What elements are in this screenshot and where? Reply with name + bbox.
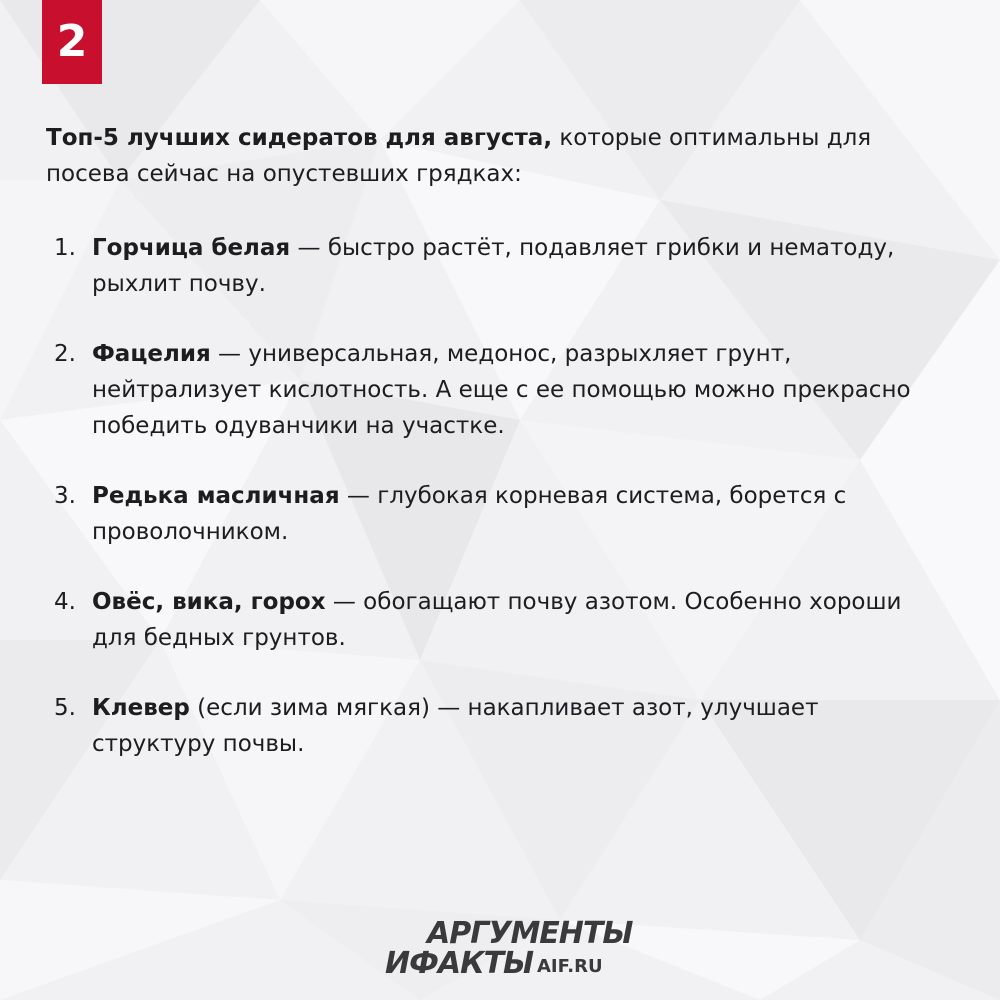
item-number: 4. xyxy=(54,589,76,615)
logo-site: AIF.RU xyxy=(537,956,603,977)
logo-line-2: ИФАКТЫ xyxy=(385,946,534,981)
list-item xyxy=(46,478,946,550)
list-item xyxy=(46,584,946,656)
intro-paragraph xyxy=(46,120,946,192)
intro-rest: которые оптимальны для посева сейчас на опустевших грядках: xyxy=(46,125,872,187)
slide-number-badge: 2 xyxy=(42,0,102,84)
item-title: Фацелия xyxy=(92,341,211,367)
item-title: Редька масличная xyxy=(92,483,340,509)
item-title: Горчица белая xyxy=(92,235,291,261)
item-text: (если зима мягкая) — накапливает азот, улучшает структуру почвы. xyxy=(92,695,819,757)
list-item xyxy=(46,230,946,302)
item-number: 1. xyxy=(54,235,76,261)
item-number: 3. xyxy=(54,483,76,509)
item-text: — обогащают почву азотом. Особенно хороши для бедных грунтов. xyxy=(92,589,902,651)
list-item xyxy=(46,690,946,762)
item-title: Клевер xyxy=(92,695,190,721)
intro-bold: Топ-5 лучших сидератов для августа, xyxy=(46,125,553,151)
item-text: — быстро растёт, подавляет грибки и нематоду, рыхлит почву. xyxy=(92,235,895,297)
item-title: Овёс, вика, горох xyxy=(92,589,326,615)
logo-line-1: АРГУМЕНТЫ xyxy=(427,916,633,951)
siderates-list xyxy=(46,230,946,796)
aif-logo xyxy=(385,918,635,980)
item-text: — универсальная, медонос, разрыхляет грунт, нейтрализует кислотность. А еще с ее помощью можно прекрасно победить одуванчики на участке. xyxy=(92,341,911,439)
item-number: 2. xyxy=(54,341,76,367)
list-item xyxy=(46,336,946,444)
item-text: — глубокая корневая система, борется с проволочником. xyxy=(92,483,847,545)
item-number: 5. xyxy=(54,695,76,721)
